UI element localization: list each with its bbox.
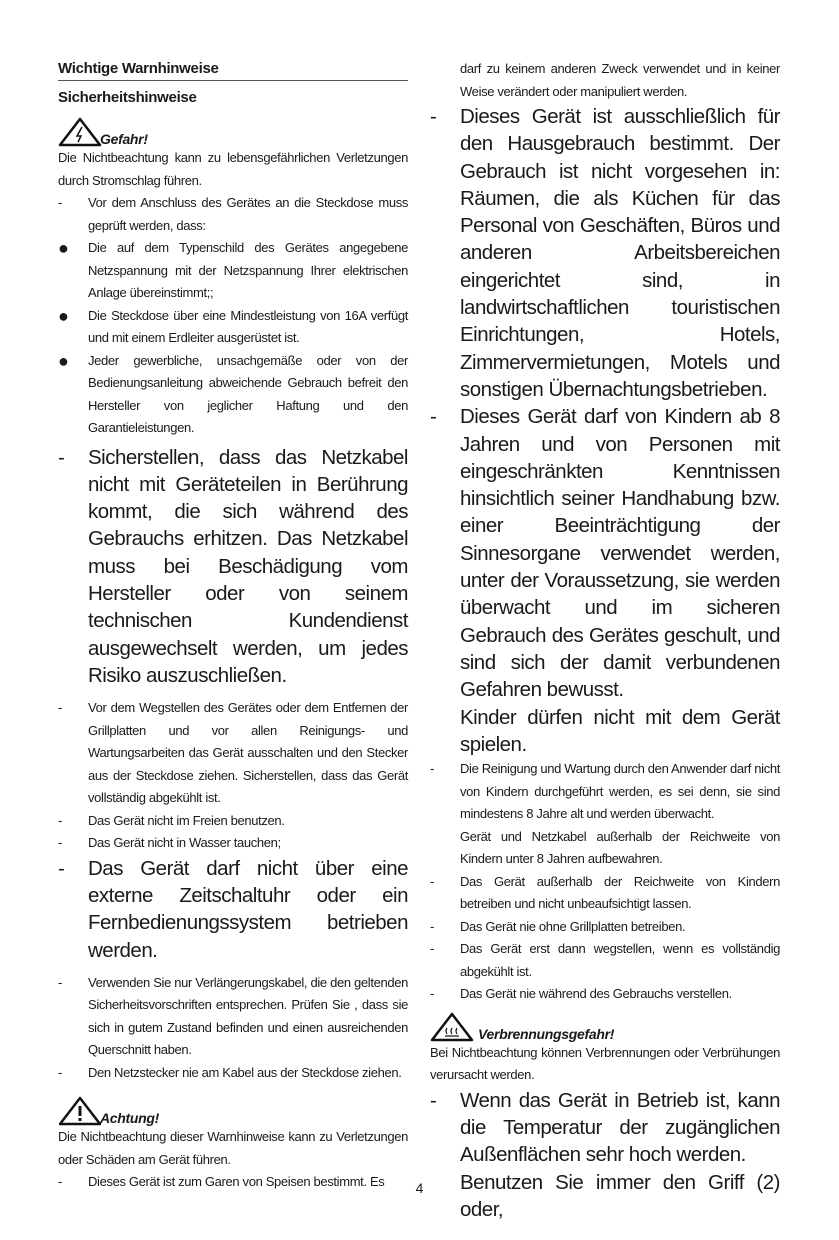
caution-text: Die Nichtbeachtung dieser Warnhinweise kann zu Verletzungen oder Schäden am Gerät führen. (58, 1129, 408, 1167)
caution-heading (58, 1096, 408, 1126)
electric-hazard-icon (58, 117, 102, 147)
burn-text: Bei Nichtbeachtung können Verbrennungen oder Verbrühungen verursacht werden. (430, 1044, 780, 1083)
list-1 (58, 192, 408, 440)
large-list-item: - Das Gerät darf nicht über eine externe Zeitschaltuhr oder ein Fernbedienungssystem betrieben werden. (58, 856, 408, 962)
burn-label: Verbrennungsgefahr! (478, 1025, 615, 1042)
list-item: - Die Reinigung und Wartung durch den Anwender darf nicht von Kindern durchgeführt werden, es sei denn, sie sind mindestens 8 Jahre alt und werden überwacht. Gerät und Netzkabel außerhalb der Reichweite von Kindern unter 8 Jahren aufbewahren. (430, 761, 780, 867)
list-item: - Das Gerät erst dann wegstellen, wenn es vollständig abgekühlt ist. (430, 941, 780, 979)
large-list-item: - Wenn das Gerät in Betrieb ist, kann die Temperatur der zugänglichen Außenflächen sehr hoch werden. Benutzen Sie immer den Griff (2) oder, (430, 1088, 780, 1221)
continuation-text: darf zu keinem anderen Zweck verwendet und in keiner Weise verändert oder manipuliert werden. (460, 61, 780, 99)
list-item: ● Jeder gewerbliche, unsachgemäße oder von der Bedienungsanleitung abweichende Gebrauch befreit den Hersteller von jeglicher Haftung und den Garantieleistungen. (58, 350, 408, 435)
list-item: - Das Gerät nie ohne Grillplatten betreiben. (430, 918, 686, 934)
list-item: - Das Gerät nicht in Wasser tauchen; (58, 835, 281, 851)
large-list-item: - Dieses Gerät ist ausschließlich für den Hausgebrauch bestimmt. Der Gebrauch ist nicht vorgesehen in: Räumen, die als Küchen für das Personal von Geschäften, Büros und anderen Arbeitsbereichen eingerichtet sind, in landwirtschaftlichen touristischen Einrichtungen, Hotels, Zimmervermietungen, Motels und sonstigen Übernachtungsbetrieben. (430, 105, 780, 401)
caution-label: Achtung! (100, 1110, 160, 1127)
list-item: - Dieses Gerät ist zum Garen von Speisen bestimmt. Es (58, 1174, 385, 1190)
section-subtitle: Sicherheitshinweise (58, 89, 197, 106)
large-list-item: - Dieses Gerät darf von Kindern ab 8 Jahren und von Personen mit eingeschränkten Kenntnissen hinsichtlich seiner Handhabung bzw. einer Beeinträchtigung der Sinnesorgane verwendet werden, unter der Voraussetzung, sie werden überwacht und im sicheren Gebrauch des Gerätes geschult, und sind sich der damit verbundenen Gefahren bewusst. Kinder dürfen nicht mit dem Gerät spielen. (430, 405, 780, 756)
list-item: - Das Gerät nicht im Freien benutzen. (58, 812, 285, 828)
page-number: 4 (415, 1180, 424, 1196)
list-item: - Vor dem Wegstellen des Gerätes oder dem Entfernen der Grillplatten und vor allen Reinigungs- und Wartungsarbeiten das Gerät ausschalten und den Stecker aus der Steckdose ziehen. Sicherstellen, dass das Gerät vollständig abgekühlt ist. (58, 700, 408, 806)
hot-surface-icon (430, 1012, 474, 1042)
danger-heading (58, 117, 408, 147)
exclamation-warning-icon (58, 1096, 102, 1126)
list-item: ● Die auf dem Typenschild des Gerätes angegebene Netzspannung mit der Netzspannung Ihrer elektrischen Anlage übereinstimmt;; (58, 238, 408, 300)
danger-text: Die Nichtbeachtung kann zu lebensgefährlichen Verletzungen durch Stromschlag führen. (58, 150, 408, 188)
left-column (58, 58, 408, 1194)
list-item: - Verwenden Sie nur Verlängerungskabel, die den geltenden Sicherheitsvorschriften entsprechen. Prüfen Sie , dass sie sich in gutem Zustand befinden und einen ausreichenden Querschnitt haben. (58, 974, 408, 1058)
list-item: - Vor dem Anschluss des Gerätes an die Steckdose muss geprüft werden, dass: (58, 195, 408, 233)
list-item: - Den Netzstecker nie am Kabel aus der Steckdose ziehen. (58, 1064, 402, 1080)
burn-heading (430, 1012, 780, 1042)
list-item: - Das Gerät nie während des Gebrauchs verstellen. (430, 986, 732, 1002)
large-list-item: - Sicherstellen, dass das Netzkabel nicht mit Geräteteilen in Berührung kommt, die sich während des Gebrauchs erhitzen. Das Netzkabel muss bei Beschädigung vom Hersteller oder von seinem technischen Kundendienst ausgewechselt werden, um jedes Risiko auszuschließen. (58, 445, 408, 687)
section-title: Wichtige Warnhinweise (58, 58, 408, 81)
list-item: - Das Gerät außerhalb der Reichweite von Kindern betreiben und nicht unbeaufsichtigt lassen. (430, 873, 780, 912)
danger-label: Gefahr! (100, 131, 148, 147)
list-item: ● Die Steckdose über eine Mindestleistung von 16A verfügt und mit einem Erdleiter ausgerüstet ist. (58, 305, 408, 345)
right-column (430, 58, 780, 1223)
